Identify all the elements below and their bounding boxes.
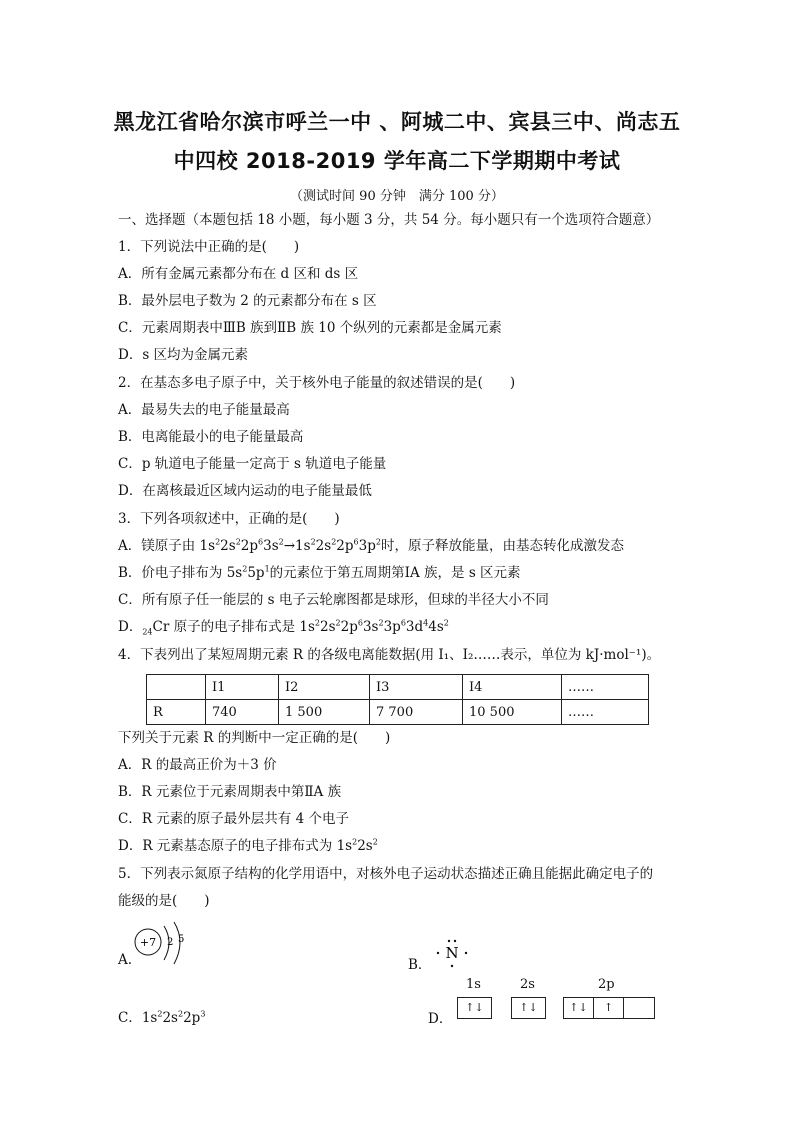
table-header-row xyxy=(147,675,649,700)
table-cell: …… xyxy=(562,700,649,725)
table-cell: 1 500 xyxy=(279,700,370,725)
q5-option-b-label: B． xyxy=(408,957,432,973)
q2-option-a: A．最易失去的电子能量最高 xyxy=(118,402,290,418)
orbital-label-2s: 2s xyxy=(520,977,535,992)
q3-option-d: D．$_{24}$Cr 原子的电子排布式是 $1s^22s^22p^63s^23p^63d^44s^2$ xyxy=(118,618,449,637)
table-cell: I3 xyxy=(370,675,463,700)
table-row xyxy=(147,700,649,725)
table-cell: 740 xyxy=(206,700,279,725)
q4-option-b: B．R 元素位于元素周期表中第ⅡA 族 xyxy=(118,784,342,800)
shell-2-count: 5 xyxy=(178,934,185,945)
q4-option-c: C．R 元素的原子最外层共有 4 个电子 xyxy=(118,811,349,827)
electron-dot xyxy=(454,940,456,942)
table-cell xyxy=(147,675,206,700)
q2-option-d: D．在离核最近区域内运动的电子能量最低 xyxy=(118,483,372,499)
single-electron-arrow: ↑ xyxy=(594,998,624,1018)
q1-stem: 1．下列说法中正确的是( ) xyxy=(118,239,300,255)
q5-stem-line-1: 5．下列表示氮原子结构的化学用语中，对核外电子运动状态描述正确且能据此确定电子的 xyxy=(118,866,654,882)
orbital-label-1s: 1s xyxy=(466,977,481,992)
orbital-label-2p: 2p xyxy=(598,977,615,992)
table-cell: I1 xyxy=(206,675,279,700)
electron-dot xyxy=(465,952,467,954)
lewis-dot-structure xyxy=(432,936,472,970)
q1-option-b: B．最外层电子数为 2 的元素都分布在 s 区 xyxy=(118,293,377,309)
q1-option-d: D．s 区均为金属元素 xyxy=(118,347,249,363)
orbital-box-1s xyxy=(457,997,492,1019)
table-cell: …… xyxy=(562,675,649,700)
q3-option-c: C．所有原子任一能层的 s 电子云轮廓图都是球形，但球的半径大小不同 xyxy=(118,592,549,608)
q2-option-c: C．p 轨道电子能量一定高于 s 轨道电子能量 xyxy=(118,456,387,472)
title-line-2: 中四校 2018-2019 学年高二下学期期中考试 xyxy=(173,149,621,173)
exam-subtitle: （测试时间 90 分钟 满分 100 分） xyxy=(290,189,504,204)
electron-dot xyxy=(448,940,450,942)
nucleus-charge: +7 xyxy=(139,936,157,949)
title-line-1: 黑龙江省哈尔滨市呼兰一中 、阿城二中、宾县三中、尚志五 xyxy=(113,110,681,134)
empty-orbital xyxy=(624,998,653,1018)
paired-electron-arrows: ↑↓ xyxy=(465,1001,484,1014)
electron-dot xyxy=(437,952,439,954)
table-cell: 10 500 xyxy=(463,700,562,725)
ionization-energy-table xyxy=(146,674,649,725)
q2-option-b: B．电离能最小的电子能量最高 xyxy=(118,429,304,445)
table-cell: R xyxy=(147,700,206,725)
section-heading: 一、选择题（本题包括 18 小题，每小题 3 分，共 54 分。每小题只有一个选项符合题意） xyxy=(118,212,660,228)
table-cell: I4 xyxy=(463,675,562,700)
orbital-box-2s xyxy=(511,997,546,1019)
q5-option-d-label: D． xyxy=(428,1011,453,1027)
q5-stem-line-2: 能级的是( ) xyxy=(118,893,210,909)
q2-stem: 2．在基态多电子原子中，关于核外电子能量的叙述错误的是( ) xyxy=(118,375,516,391)
orbital-box-2p xyxy=(563,997,655,1019)
paired-electron-arrows: ↑↓ xyxy=(564,998,594,1018)
nitrogen-symbol: N xyxy=(445,944,459,962)
q4-option-d: D．R 元素基态原子的电子排布式为 $1s^22s^2$ xyxy=(118,837,378,854)
atom-structure-diagram xyxy=(130,918,200,968)
table-cell: 7 700 xyxy=(370,700,463,725)
q4-followup: 下列关于元素 R 的判断中一定正确的是( ) xyxy=(118,730,391,746)
table-cell: I2 xyxy=(279,675,370,700)
q3-stem: 3．下列各项叙述中，正确的是( ) xyxy=(118,511,340,527)
q3-option-a: A．镁原子由 $1s^22s^22p^63s^2\to 1s^22s^22p^63p^2$时，原子释放能量，由基态转化成激发态 xyxy=(118,537,624,554)
q4-option-a: A．R 的最高正价为＋3 价 xyxy=(118,757,277,773)
q3-option-b: B．价电子排布为 $5s^25p^1$的元素位于第五周期第ⅠA 族，是 s 区元素 xyxy=(118,564,521,581)
q5-option-c: C．$1s^22s^22p^3$ xyxy=(118,1009,206,1026)
q5-option-a-label: A. xyxy=(118,952,133,968)
shell-1-count: 2 xyxy=(167,937,174,948)
q1-option-a: A．所有金属元素都分布在 d 区和 ds 区 xyxy=(118,266,359,282)
q1-option-c: C．元素周期表中ⅢB 族到ⅡB 族 10 个纵列的元素都是金属元素 xyxy=(118,320,502,336)
electron-dot xyxy=(451,965,453,967)
paired-electron-arrows: ↑↓ xyxy=(519,1001,538,1014)
q4-stem: 4．下表列出了某短周期元素 R 的各级电离能数据(用 I₁、I₂……表示，单位为 kJ·mol⁻¹)。 xyxy=(118,647,661,663)
